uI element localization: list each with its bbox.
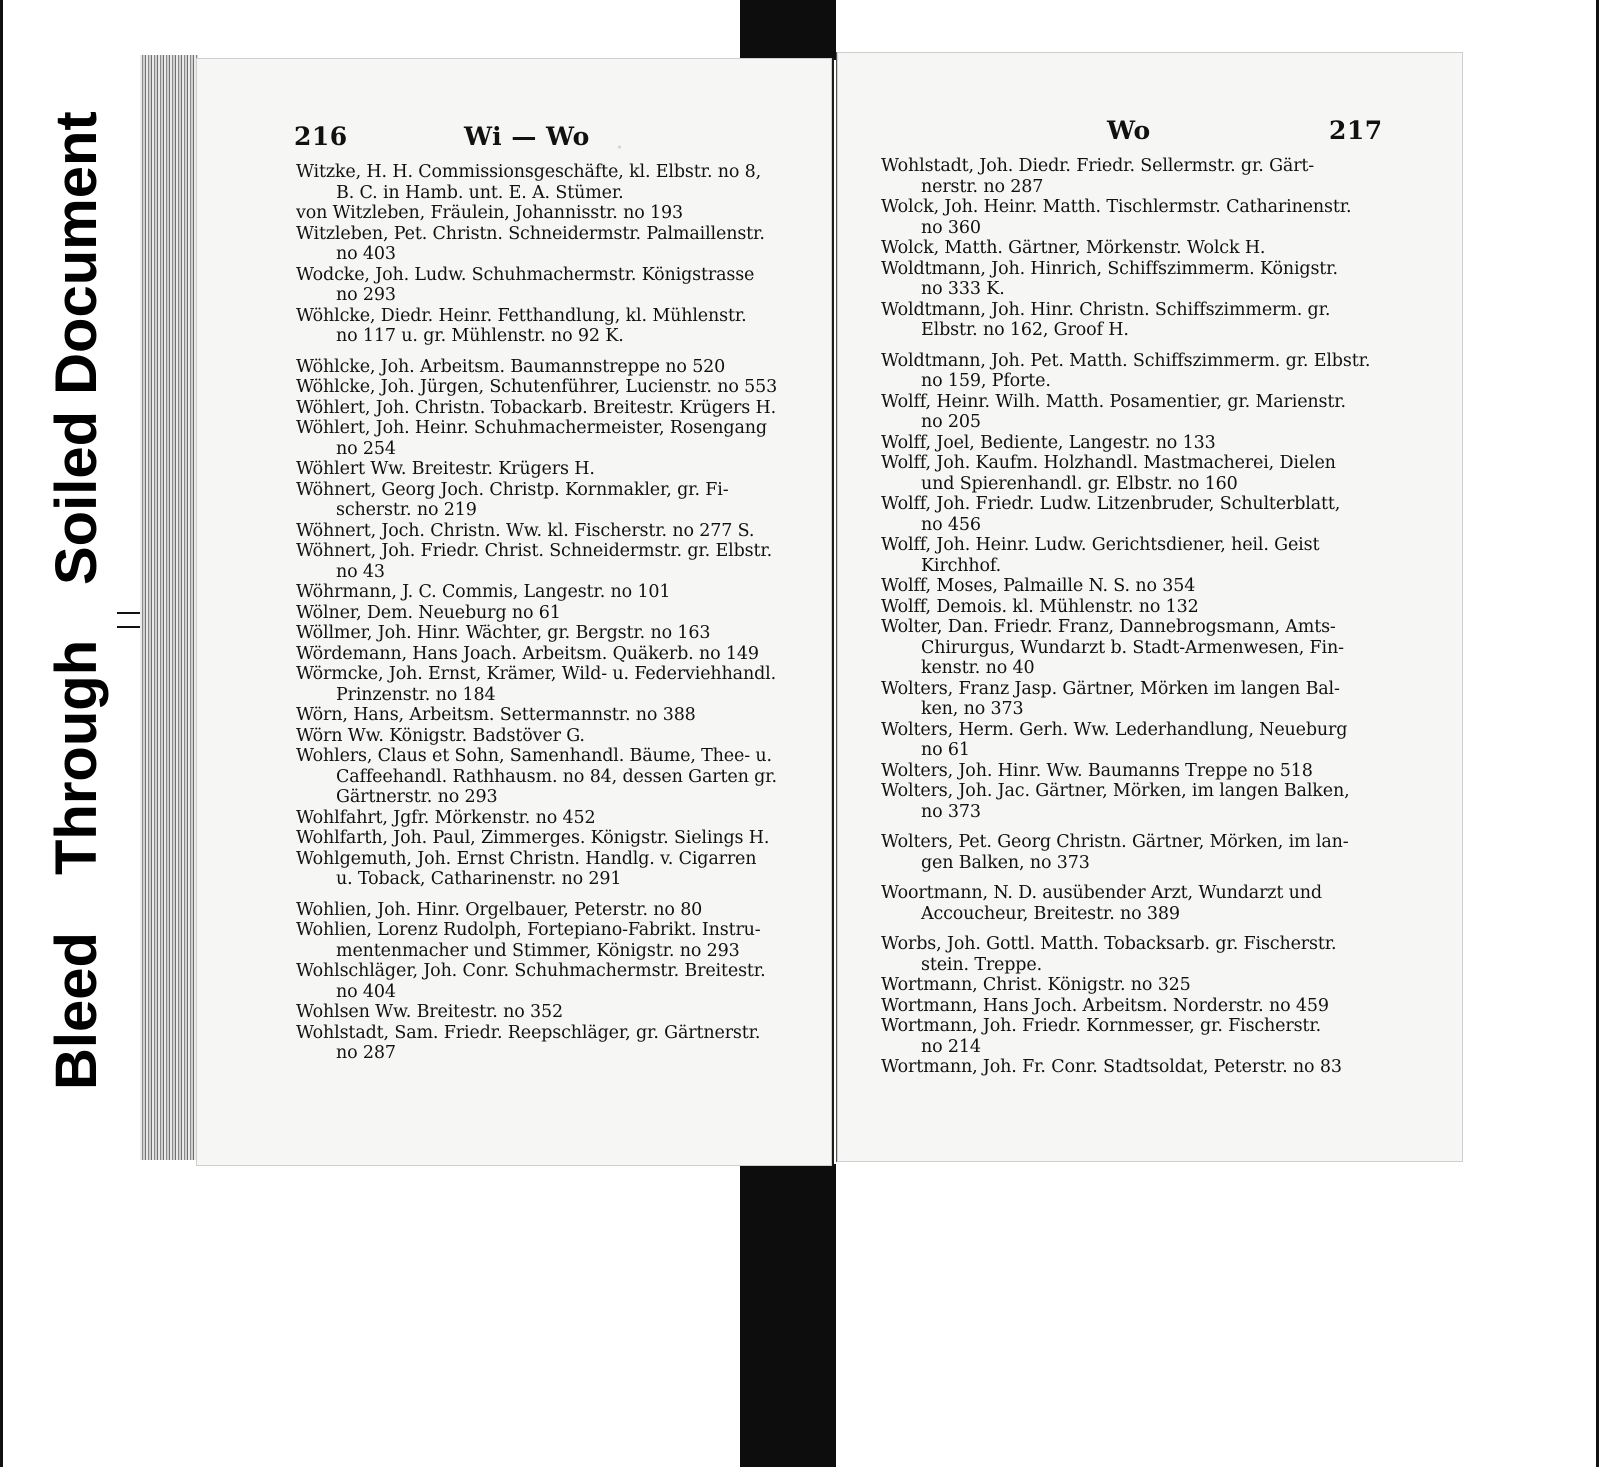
directory-entry <box>881 658 1391 679</box>
directory-entry <box>296 377 796 398</box>
bleed-through-mark: · <box>616 136 623 161</box>
entry-continuation: no 205 <box>921 412 981 432</box>
entry-continuation: gen Balken, no 373 <box>921 852 1090 873</box>
directory-entry <box>296 961 796 1002</box>
directory-entry <box>881 433 1391 454</box>
directory-entry <box>296 418 796 459</box>
directory-entry <box>296 265 796 306</box>
entry-first-line: Wöhlcke, Joh. Jürgen, Schutenführer, Lucienstr. no 553 <box>296 377 778 397</box>
entry-first-line: Wohlfarth, Joh. Paul, Zimmerges. Königstr. Sielings H. <box>296 828 770 848</box>
directory-entry <box>881 832 1391 873</box>
entry-first-line: Wohlien, Lorenz Rudolph, Fortepiano-Fabrikt. Instru- <box>296 920 761 940</box>
directory-entry <box>296 623 796 644</box>
entry-continuation: kenstr. no 40 <box>921 658 1035 678</box>
entry-continuation: und Spierenhandl. gr. Elbstr. no 160 <box>921 473 1238 494</box>
entry-first-line: Wolters, Joh. Hinr. Ww. Baumanns Treppe no 518 <box>881 760 1313 781</box>
entry-first-line: Woldtmann, Joh. Pet. Matth. Schiffszimmerm. gr. Elbstr. <box>881 350 1371 371</box>
left-running-head: Wi — Wo <box>464 122 590 151</box>
right-page <box>836 52 1463 1162</box>
entry-continuation: no 287 <box>336 1043 396 1063</box>
directory-entry <box>296 644 796 665</box>
directory-entry <box>881 392 1391 433</box>
entry-first-line: Wöhlert Ww. Breitestr. Krügers H. <box>296 459 595 479</box>
directory-entry <box>881 720 1391 761</box>
side-label-word-through: Through <box>44 639 109 875</box>
binding-strip-bottom <box>740 1164 836 1467</box>
entry-continuation: mentenmacher und Stimmer, Königstr. no 293 <box>336 940 740 961</box>
directory-entry <box>881 597 1391 618</box>
directory-entry <box>296 664 796 705</box>
entry-first-line: Wolters, Joh. Jac. Gärtner, Mörken, im langen Balken, <box>881 781 1350 801</box>
directory-entry <box>296 900 796 921</box>
directory-entry <box>296 224 796 265</box>
entry-first-line: Woldtmann, Joh. Hinr. Christn. Schiffszimmerm. gr. <box>881 299 1331 320</box>
entry-continuation: B. C. in Hamb. unt. E. A. Stümer. <box>336 182 624 203</box>
entry-first-line: Wolck, Matth. Gärtner, Mörkenstr. Wolck H. <box>881 238 1266 258</box>
directory-entry <box>881 351 1391 392</box>
entry-first-line: Wöhnert, Joh. Friedr. Christ. Schneidermstr. gr. Elbstr. <box>296 541 773 561</box>
directory-entry <box>296 541 796 582</box>
entry-continuation: no 117 u. gr. Mühlenstr. no 92 K. <box>336 326 624 346</box>
entry-first-line: Wolff, Heinr. Wilh. Matth. Posamentier, gr. Marienstr. <box>881 391 1346 412</box>
entry-first-line: Wohlgemuth, Joh. Ernst Christn. Handlg. v. Cigarren <box>296 848 757 869</box>
entry-first-line: Wolff, Joel, Bediente, Langestr. no 133 <box>881 432 1216 453</box>
directory-entry <box>881 156 1391 197</box>
directory-entry <box>881 535 1391 576</box>
directory-entry <box>296 849 796 890</box>
directory-entry <box>881 934 1391 975</box>
directory-entry <box>881 576 1391 597</box>
entry-first-line: Wolck, Joh. Heinr. Matth. Tischlermstr. Catharinenstr. <box>881 197 1352 217</box>
directory-entry <box>296 480 796 521</box>
side-label <box>30 95 120 1090</box>
entry-first-line: Wöhlcke, Diedr. Heinr. Fetthandlung, kl. Mühlenstr. <box>296 305 747 326</box>
directory-entry <box>881 617 1391 658</box>
entry-first-line: Wördemann, Hans Joach. Arbeitsm. Quäkerb. no 149 <box>296 643 759 664</box>
entry-first-line: Wortmann, Christ. Königstr. no 325 <box>881 975 1191 995</box>
entry-first-line: Wöhnert, Georg Joch. Christp. Kornmakler, gr. Fi- <box>296 479 729 500</box>
directory-entry <box>296 1002 796 1023</box>
directory-entry <box>296 603 796 624</box>
entry-first-line: Woortmann, N. D. ausübender Arzt, Wundarzt und <box>881 883 1322 903</box>
directory-entry <box>296 705 796 726</box>
left-page <box>196 58 834 1166</box>
entry-first-line: Wöllmer, Joh. Hinr. Wächter, gr. Bergstr. no 163 <box>296 623 711 643</box>
directory-entry <box>296 746 796 808</box>
film-edge-left <box>0 0 3 1467</box>
entry-continuation: ken, no 373 <box>921 699 1024 719</box>
side-label-word-bleed: Bleed <box>44 932 109 1090</box>
entry-first-line: Wohlstadt, Joh. Diedr. Friedr. Sellermstr. gr. Gärt- <box>881 156 1315 176</box>
entry-first-line: Wolff, Moses, Palmaille N. S. no 354 <box>881 576 1196 596</box>
right-running-head: Wo <box>1107 116 1151 145</box>
right-page-number: 217 <box>1329 116 1383 145</box>
directory-entry <box>296 357 796 378</box>
entry-first-line: Wolff, Demois. kl. Mühlenstr. no 132 <box>881 596 1199 617</box>
entry-first-line: Witzleben, Pet. Christn. Schneidermstr. Palmaillenstr. <box>296 223 765 244</box>
right-entries <box>881 156 1391 1078</box>
directory-entry <box>881 975 1391 996</box>
binding-strip-top <box>740 0 836 60</box>
entry-continuation: Kirchhof. <box>921 555 1001 576</box>
book-page-edges <box>140 55 198 1160</box>
entry-first-line: Wolters, Pet. Georg Christn. Gärtner, Mörken, im lan- <box>881 832 1349 852</box>
entry-continuation: no 333 K. <box>921 279 1005 299</box>
entry-first-line: Wolters, Franz Jasp. Gärtner, Mörken im langen Bal- <box>881 678 1340 699</box>
directory-entry <box>881 453 1391 494</box>
directory-entry <box>296 306 796 347</box>
left-page-number: 216 <box>294 122 348 151</box>
directory-entry <box>296 521 796 542</box>
entry-first-line: Wöhrmann, J. C. Commis, Langestr. no 101 <box>296 582 671 602</box>
directory-entry <box>296 582 796 603</box>
entry-continuation: no 43 <box>336 561 385 582</box>
film-edge-right <box>1596 0 1599 1467</box>
entry-first-line: Wolff, Joh. Friedr. Ludw. Litzenbruder, Schulterblatt, <box>881 494 1341 514</box>
directory-entry <box>296 808 796 829</box>
entry-first-line: von Witzleben, Fräulein, Johannisstr. no 193 <box>296 203 683 223</box>
directory-entry <box>881 781 1391 822</box>
entry-first-line: Wortmann, Joh. Fr. Conr. Stadtsoldat, Peterstr. no 83 <box>881 1057 1342 1077</box>
entry-continuation: stein. Treppe. <box>921 954 1042 975</box>
directory-entry <box>881 197 1391 238</box>
entry-continuation: Accoucheur, Breitestr. no 389 <box>921 903 1180 924</box>
entry-first-line: Wolter, Dan. Friedr. Franz, Dannebrogsmann, Amts- <box>881 617 1336 637</box>
entry-continuation: no 159, Pforte. <box>921 371 1051 391</box>
entry-first-line: Wöhlcke, Joh. Arbeitsm. Baumannstreppe no 520 <box>296 356 726 377</box>
entry-first-line: Wörmcke, Joh. Ernst, Krämer, Wild- u. Federviehhandl. <box>296 664 776 684</box>
entry-continuation: no 360 <box>921 217 981 238</box>
directory-entry <box>881 238 1391 259</box>
entry-first-line: Wohlers, Claus et Sohn, Samenhandl. Bäume, Thee- u. <box>296 746 772 766</box>
directory-entry <box>881 761 1391 782</box>
directory-entry <box>296 920 796 961</box>
entry-continuation: u. Toback, Catharinenstr. no 291 <box>336 869 622 889</box>
entry-continuation: nerstr. no 287 <box>921 176 1044 197</box>
directory-entry <box>881 1016 1391 1057</box>
entry-first-line: Wöhlert, Joh. Heinr. Schuhmachermeister, Rosengang <box>296 418 767 438</box>
entry-continuation: scherstr. no 219 <box>336 500 477 520</box>
entry-continuation: Elbstr. no 162, Groof H. <box>921 320 1129 340</box>
entry-first-line: Wohlstadt, Sam. Friedr. Reepschläger, gr. Gärtnerstr. <box>296 1022 761 1043</box>
directory-entry <box>881 1057 1391 1078</box>
entry-continuation: no 61 <box>921 740 970 760</box>
entry-first-line: Wolff, Joh. Heinr. Ludw. Gerichtsdiener, heil. Geist <box>881 535 1320 555</box>
entry-first-line: Wöhnert, Joch. Christn. Ww. kl. Fischerstr. no 277 S. <box>296 520 755 541</box>
entry-continuation: no 456 <box>921 514 981 535</box>
entry-first-line: Witzke, H. H. Commissionsgeschäfte, kl. Elbstr. no 8, <box>296 162 762 182</box>
left-entries <box>296 162 796 1064</box>
directory-entry <box>296 459 796 480</box>
entry-first-line: Wolff, Joh. Kaufm. Holzhandl. Mastmacherei, Dielen <box>881 453 1336 473</box>
directory-entry <box>881 300 1391 341</box>
directory-entry <box>881 494 1391 535</box>
entry-first-line: Wolters, Herm. Gerh. Ww. Lederhandlung, Neueburg <box>881 719 1348 740</box>
side-label-soiled-document: Soiled Document <box>44 111 109 585</box>
entry-first-line: Wohlfahrt, Jgfr. Mörkenstr. no 452 <box>296 807 596 828</box>
directory-entry <box>296 1023 796 1064</box>
directory-entry <box>296 162 796 203</box>
entry-first-line: Wortmann, Hans Joch. Arbeitsm. Norderstr. no 459 <box>881 995 1329 1016</box>
directory-entry <box>881 259 1391 300</box>
entry-first-line: Wohlschläger, Joh. Conr. Schuhmachermstr. Breitestr. <box>296 961 766 981</box>
entry-continuation: Prinzenstr. no 184 <box>336 684 496 705</box>
entry-continuation: Chirurgus, Wundarzt b. Stadt-Armenwesen, Fin- <box>921 637 1344 658</box>
entry-continuation: no 404 <box>336 981 396 1002</box>
entry-continuation: no 403 <box>336 244 396 264</box>
entry-continuation: no 373 <box>921 801 981 822</box>
label-divider <box>117 612 141 628</box>
directory-entry <box>881 679 1391 720</box>
entry-first-line: Wörn Ww. Königstr. Badstöver G. <box>296 725 585 746</box>
entry-continuation: no 214 <box>921 1036 981 1057</box>
entry-first-line: Wodcke, Joh. Ludw. Schuhmachermstr. Königstrasse <box>296 264 755 285</box>
directory-entry <box>296 726 796 747</box>
entry-continuation: no 254 <box>336 438 396 459</box>
entry-first-line: Wortmann, Joh. Friedr. Kornmesser, gr. Fischerstr. <box>881 1016 1322 1036</box>
entry-first-line: Wöhlert, Joh. Christn. Tobackarb. Breitestr. Krügers H. <box>296 397 776 418</box>
entry-continuation: Caffeehandl. Rathhausm. no 84, dessen Garten gr. Gärtnerstr. no 293 <box>336 766 777 807</box>
entry-continuation: no 293 <box>336 285 396 305</box>
directory-entry <box>881 883 1391 924</box>
directory-entry <box>296 828 796 849</box>
entry-first-line: Wohlsen Ww. Breitestr. no 352 <box>296 1002 563 1022</box>
directory-entry <box>296 203 796 224</box>
entry-first-line: Wohlien, Joh. Hinr. Orgelbauer, Peterstr. no 80 <box>296 899 703 920</box>
entry-first-line: Worbs, Joh. Gottl. Matth. Tobacksarb. gr. Fischerstr. <box>881 934 1337 954</box>
entry-first-line: Wölner, Dem. Neueburg no 61 <box>296 602 561 623</box>
directory-entry <box>881 996 1391 1017</box>
entry-first-line: Wörn, Hans, Arbeitsm. Settermannstr. no 388 <box>296 705 696 725</box>
entry-first-line: Woldtmann, Joh. Hinrich, Schiffszimmerm. Königstr. <box>881 258 1338 279</box>
directory-entry <box>296 398 796 419</box>
